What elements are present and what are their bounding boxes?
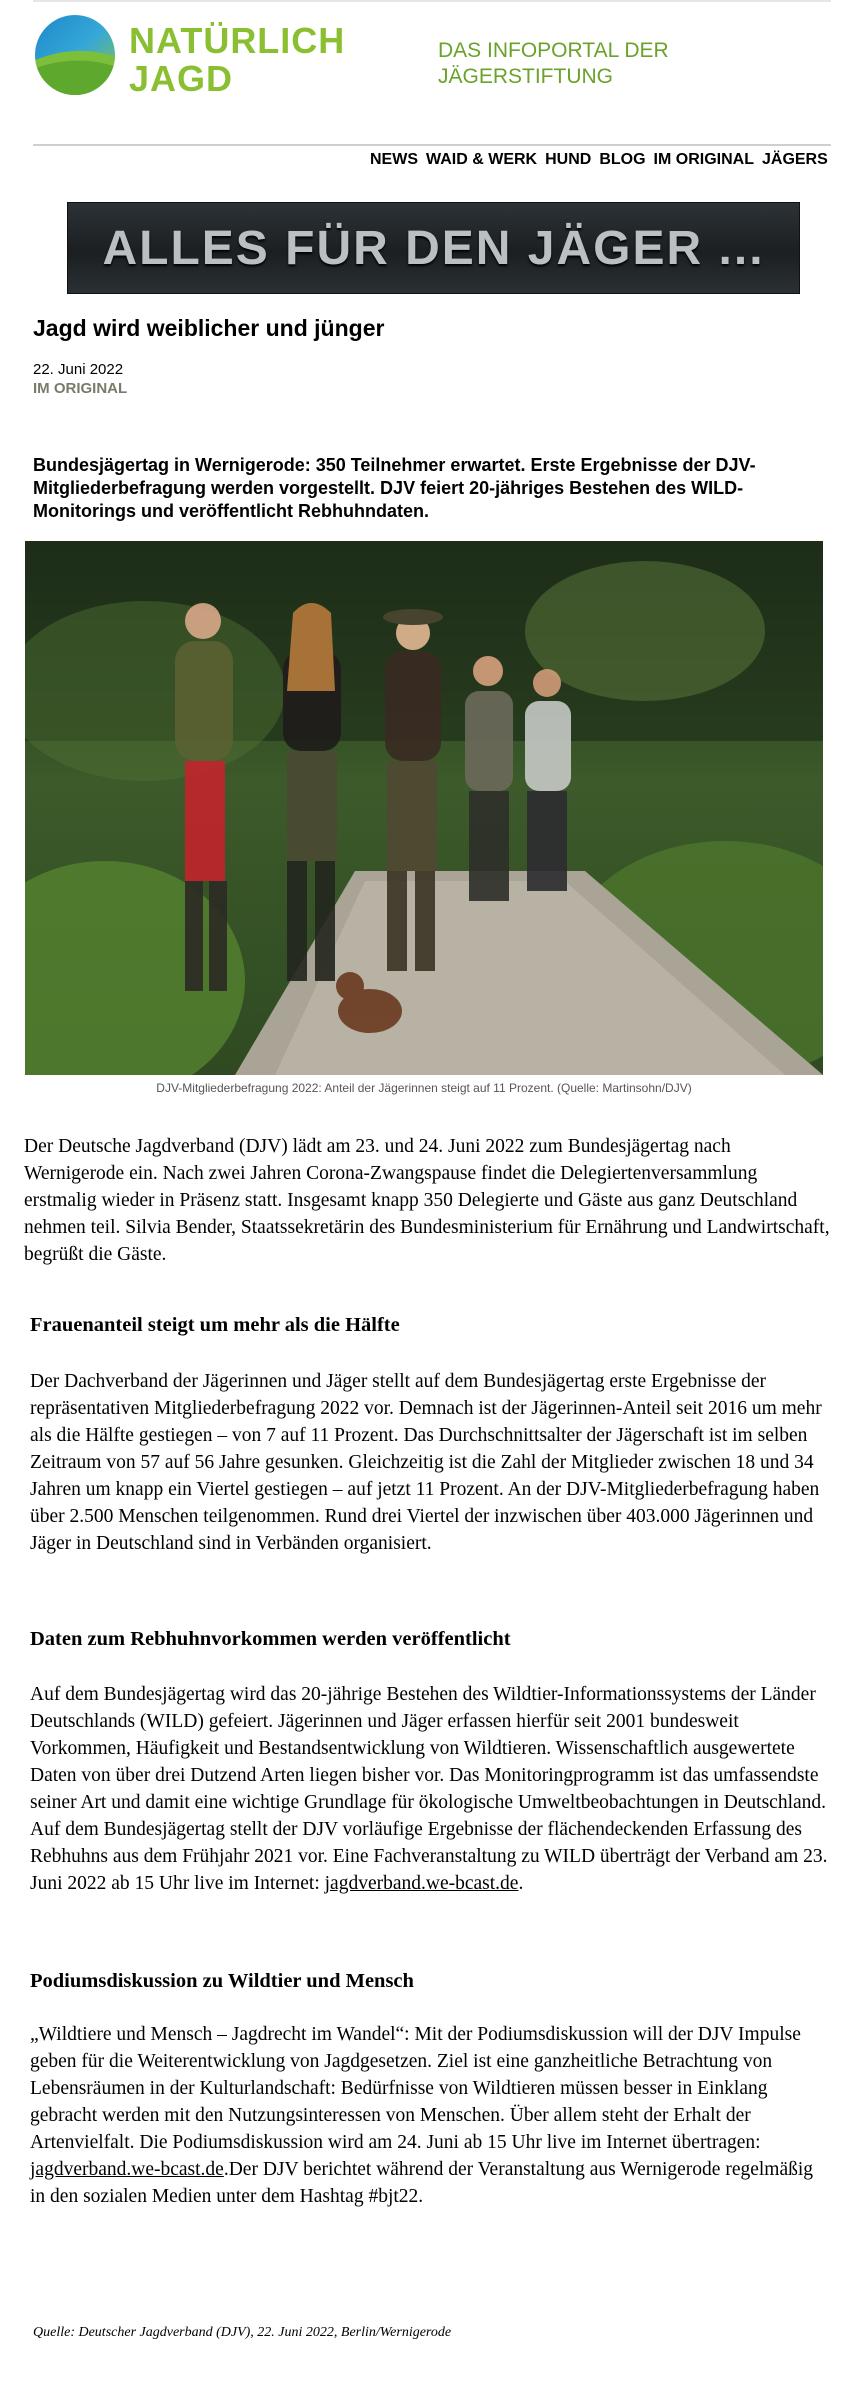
webcast-link-1[interactable]: jagdverband.we-bcast.de — [324, 1873, 519, 1894]
nav-item-blog[interactable]: BLOG — [599, 151, 646, 168]
image-caption: DJV-Mitgliederbefragung 2022: Anteil der Jägerinnen steigt auf 11 Prozent. (Quelle: Martinsohn/DJV) — [156, 1081, 692, 1095]
nav-item-jaegers[interactable]: JÄGERS — [761, 151, 828, 168]
header-divider — [33, 144, 831, 146]
section-heading-frauenanteil: Frauenanteil steigt um mehr als die Hälfte — [30, 1314, 400, 1336]
top-divider — [33, 0, 831, 2]
logo-globe-icon — [33, 13, 117, 97]
site-tagline: DAS INFOPORTAL DER JÄGERSTIFTUNG — [438, 39, 669, 88]
article-source: Quelle: Deutscher Jagdverband (DJV), 22. Juni 2022, Berlin/Wernigerode — [33, 2325, 452, 2340]
site-logo[interactable] — [33, 13, 346, 105]
nav-item-waid-werk[interactable]: WAID & WERK — [426, 151, 538, 168]
nav-item-hund[interactable]: HUND — [545, 151, 592, 168]
article-photo — [25, 541, 823, 1075]
section-body-rebhuhn-text: Auf dem Bundesjägertag wird das 20-jährige Bestehen des Wildtier-Informationssystems der Länder Deutschlands (WILD) gefeiert. Jägerinnen und Jäger erfassen hierfür seit 2001 bundesweit Vorkommen, Häufigkeit und Bestandsentwicklung von Wildtieren. Wissenschaftlich ausgewertete Daten von über drei Dutzend Arten liegen bisher vor. Das Monitoringprogramm ist das umfassendste seiner Art und damit eine wichtige Grundlage für ökologische Umweltbeobachtungen in Deutschland. Auf dem Bundesjägertag stellt der DJV vorläufige Ergebnisse der flächendeckenden Erfassung des Rebhuhns aus dem Frühjahr 2021 vor. Eine Fachveranstaltung zu WILD überträgt der Verband am 23. Juni 2022 ab 15 Uhr live im Internet: — [30, 1684, 828, 1894]
section-body-podium-text: „Wildtiere und Mensch – Jagdrecht im Wandel“: Mit der Podiumsdiskussion will der DJV Impulse geben für die Weiterentwicklung von Jagdgesetzen. Ziel ist eine ganzheitliche Betrachtung von Lebensräumen in der Kulturlandschaft: Bedürfnisse von Wildtieren müssen besser in Einklang gebracht werden mit den Nutzungsinteressen von Menschen. Über allem steht der Erhalt der Artenvielfalt. Die Podiumsdiskussion wird am 24. Juni ab 15 Uhr live im Internet übertragen: — [30, 2024, 801, 2153]
section-heading-podium: Podiumsdiskussion zu Wildtier und Mensch — [30, 1970, 414, 1992]
section-body-podium-end: .Der DJV berichtet während der Veranstaltung aus Wernigerode regelmäßig in den sozialen Medien unter dem Hashtag #bjt22. — [30, 2159, 814, 2207]
section-body-rebhuhn-end: . — [518, 1873, 524, 1894]
article-intro: Der Deutsche Jagdverband (DJV) lädt am 23. und 24. Juni 2022 zum Bundesjägertag nach Wernigerode ein. Nach zwei Jahren Corona-Zwangspause findet die Delegiertenversammlung erstmalig wieder in Präsenz statt. Insgesamt knapp 350 Delegierte und Gäste aus ganz Deutschland nehmen teil. Silvia Bender, Staatssekretärin des Bundesministerium für Ernährung und Landwirtschaft, begrüßt die Gäste. — [24, 1136, 830, 1265]
section-body-frauenanteil: Der Dachverband der Jägerinnen und Jäger stellt auf dem Bundesjägertag erste Ergebnisse der repräsentativen Mitgliederbefragung 2022 vor. Demnach ist der Jägerinnen-Anteil seit 2016 um mehr als die Hälfte gestiegen – von 7 auf 11 Prozent. Das Durchschnittsalter der Jägerschaft ist im selben Zeitraum von 57 auf 56 Jahre gesunken. Gleichzeitig ist die Zahl der Mitglieder zwischen 18 und 34 Jahren um knapp ein Viertel gestiegen – auf jetzt 11 Prozent. An der DJV-Mitgliederbefragung haben über 2.500 Menschen teilgenommen. Rund drei Viertel der inzwischen über 403.000 Jägerinnen und Jäger in Deutschland sind in Verbänden organisiert. — [30, 1371, 822, 1554]
article-lead: Bundesjägertag in Wernigerode: 350 Teilnehmer erwartet. Erste Ergebnisse der DJV-Mitgliederbefragung werden vorgestellt. DJV feiert 20-jähriges Bestehen des WILD-Monitorings und veröffentlicht Rebhuhndaten. — [33, 455, 756, 521]
webcast-link-2[interactable]: jagdverband.we-bcast.de — [30, 2159, 224, 2180]
article-category-link[interactable]: IM ORIGINAL — [33, 380, 128, 397]
section-body-podium — [30, 2021, 830, 2210]
main-nav — [370, 151, 828, 169]
ad-banner[interactable] — [67, 202, 800, 294]
logo-line-1: NATÜRLICH — [129, 20, 346, 61]
section-body-rebhuhn — [30, 1681, 830, 1897]
section-heading-rebhuhn: Daten zum Rebhuhnvorkommen werden veröffentlicht — [30, 1628, 511, 1650]
nav-item-news[interactable]: NEWS — [370, 151, 418, 168]
article-title: Jagd wird weiblicher und jünger — [33, 315, 385, 341]
nav-item-im-original[interactable]: IM ORIGINAL — [653, 151, 754, 168]
ad-banner-text: ALLES FÜR DEN JÄGER ... — [102, 221, 765, 275]
article-date: 22. Juni 2022 — [33, 361, 124, 378]
logo-line-2: JAGD — [129, 58, 234, 99]
